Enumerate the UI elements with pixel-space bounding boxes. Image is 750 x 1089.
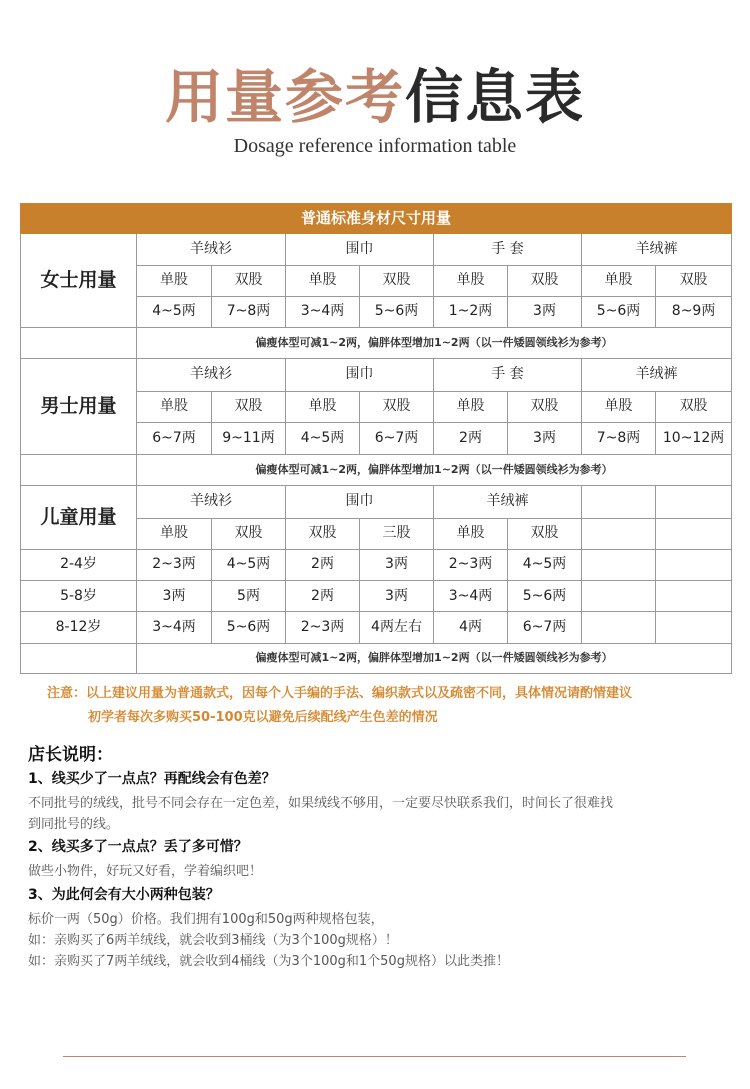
men-sub: 单股: [434, 391, 508, 422]
faq-answer-3: [28, 909, 728, 972]
women-sub: 双股: [656, 265, 732, 296]
women-value: 3~4两: [286, 296, 360, 327]
women-group-gloves: 手 套: [434, 234, 582, 265]
kids-label: 儿童用量: [21, 486, 137, 550]
kids-value: 5~6两: [508, 581, 582, 612]
men-sub: 双股: [360, 391, 434, 422]
men-value: 2两: [434, 422, 508, 454]
kids-value: 3两: [137, 581, 212, 612]
women-value: 3两: [508, 296, 582, 327]
women-label: 女士用量: [21, 234, 137, 328]
warning-line1: 注意：以上建议用量为普通款式，因每个人手编的手法、编织款式以及疏密不同，具体情况请酌情建议: [47, 686, 633, 701]
kids-value: 5~6两: [212, 612, 286, 643]
faq-title: 店长说明：: [28, 745, 113, 765]
kids-value: 4~5两: [508, 549, 582, 580]
kids-value: 4两: [434, 612, 508, 643]
kids-value: 6~7两: [508, 612, 582, 643]
kids-sub: 双股: [286, 518, 360, 549]
kids-sub: 单股: [137, 518, 212, 549]
warning-line2: 初学者每次多购买50-100克以避免后续配线产生色差的情况: [88, 710, 438, 725]
kids-value: 5两: [212, 581, 286, 612]
women-sub: 双股: [212, 265, 286, 296]
women-note: 偏瘦体型可减1~2两，偏胖体型增加1~2两（以一件矮圆领线衫为参考）: [137, 328, 732, 359]
faq-answer-line: 做些小物件，好玩又好看，学着编织吧！: [28, 864, 263, 879]
kids-age: 2-4岁: [21, 549, 137, 580]
women-sub: 单股: [434, 265, 508, 296]
men-group-sweater: 羊绒衫: [137, 359, 286, 391]
faq-answer-line: 如：亲购买了7两羊绒线，就会收到4桶线（为3个100g和1个50g规格）以此类推！: [28, 954, 509, 969]
kids-value: 2两: [286, 549, 360, 580]
kids-value: 3~4两: [434, 581, 508, 612]
title-part1: 用量参考: [164, 63, 405, 131]
empty-cell: [582, 549, 656, 580]
women-group-scarf: 围巾: [286, 234, 434, 265]
men-value: 3两: [508, 422, 582, 454]
women-value: 5~6两: [582, 296, 656, 327]
men-label: 男士用量: [21, 359, 137, 455]
kids-value: 3两: [360, 549, 434, 580]
kids-value: 3~4两: [137, 612, 212, 643]
kids-note: 偏瘦体型可减1~2两，偏胖体型增加1~2两（以一件矮圆领线衫为参考）: [137, 643, 732, 673]
faq-question-3: 3、为此何会有大小两种包装？: [28, 887, 220, 903]
faq-answer-line: 如：亲购买了6两羊绒线，就会收到3桶线（为3个100g规格）！: [28, 933, 398, 948]
kids-age: 8-12岁: [21, 612, 137, 643]
empty-cell: [656, 518, 732, 549]
men-sub: 单股: [582, 391, 656, 422]
men-value: 10~12两: [656, 422, 732, 454]
men-sub: 单股: [286, 391, 360, 422]
kids-sub: 双股: [508, 518, 582, 549]
men-value: 6~7两: [137, 422, 212, 454]
kids-value: 2~3两: [137, 549, 212, 580]
kids-value: 2两: [286, 581, 360, 612]
kids-sub: 三股: [360, 518, 434, 549]
women-sub: 单股: [582, 265, 656, 296]
kids-value: 2~3两: [434, 549, 508, 580]
kids-sub: 单股: [434, 518, 508, 549]
men-group-gloves: 手 套: [434, 359, 582, 391]
men-sub: 单股: [137, 391, 212, 422]
faq-answer-line: 到同批号的线。: [28, 817, 120, 832]
men-group-pants: 羊绒裤: [582, 359, 732, 391]
table-header: 普通标准身材尺寸用量: [21, 204, 732, 234]
women-sub: 双股: [508, 265, 582, 296]
women-group-pants: 羊绒裤: [582, 234, 732, 265]
kids-value: 4两左右: [360, 612, 434, 643]
women-value: 5~6两: [360, 296, 434, 327]
women-sub: 单股: [137, 265, 212, 296]
kids-value: 2~3两: [286, 612, 360, 643]
faq-answer-2: [28, 861, 728, 882]
men-value: 6~7两: [360, 422, 434, 454]
women-value: 7~8两: [212, 296, 286, 327]
faq-answer-line: 不同批号的绒线，批号不同会存在一定色差，如果绒线不够用，一定要尽快联系我们，时间长了很难找: [28, 796, 614, 811]
empty-cell: [21, 455, 137, 486]
empty-cell: [656, 486, 732, 518]
kids-value: 4~5两: [212, 549, 286, 580]
page-title: [0, 62, 750, 132]
page-subtitle: Dosage reference information table: [233, 135, 517, 157]
men-value: 7~8两: [582, 422, 656, 454]
women-group-sweater: 羊绒衫: [137, 234, 286, 265]
women-sub: 双股: [360, 265, 434, 296]
empty-cell: [21, 328, 137, 359]
kids-sub: 双股: [212, 518, 286, 549]
empty-cell: [582, 518, 656, 549]
men-sub: 双股: [212, 391, 286, 422]
kids-age: 5-8岁: [21, 581, 137, 612]
dosage-table: [20, 203, 732, 674]
empty-cell: [582, 581, 656, 612]
bottom-divider: [63, 1056, 686, 1057]
women-value: 4~5两: [137, 296, 212, 327]
women-value: 8~9两: [656, 296, 732, 327]
women-value: 1~2两: [434, 296, 508, 327]
empty-cell: [656, 612, 732, 643]
men-sub: 双股: [656, 391, 732, 422]
kids-group-scarf: 围巾: [286, 486, 434, 518]
men-sub: 双股: [508, 391, 582, 422]
empty-cell: [21, 643, 137, 673]
faq-answer-1: [28, 793, 728, 835]
men-group-scarf: 围巾: [286, 359, 434, 391]
kids-group-pants: 羊绒裤: [434, 486, 582, 518]
men-value: 4~5两: [286, 422, 360, 454]
kids-value: 3两: [360, 581, 434, 612]
empty-cell: [656, 549, 732, 580]
empty-cell: [582, 612, 656, 643]
men-note: 偏瘦体型可减1~2两，偏胖体型增加1~2两（以一件矮圆领线衫为参考）: [137, 455, 732, 486]
faq-question-1: 1、线买少了一点点？再配线会有色差？: [28, 771, 276, 787]
kids-group-sweater: 羊绒衫: [137, 486, 286, 518]
title-part2: 信息表: [405, 63, 586, 131]
empty-cell: [582, 486, 656, 518]
faq-answer-line: 标价一两（50g）价格。我们拥有100g和50g两种规格包装，: [28, 912, 384, 927]
men-value: 9~11两: [212, 422, 286, 454]
women-sub: 单股: [286, 265, 360, 296]
empty-cell: [656, 581, 732, 612]
faq-question-2: 2、线买多了一点点？丢了多可惜？: [28, 839, 248, 855]
